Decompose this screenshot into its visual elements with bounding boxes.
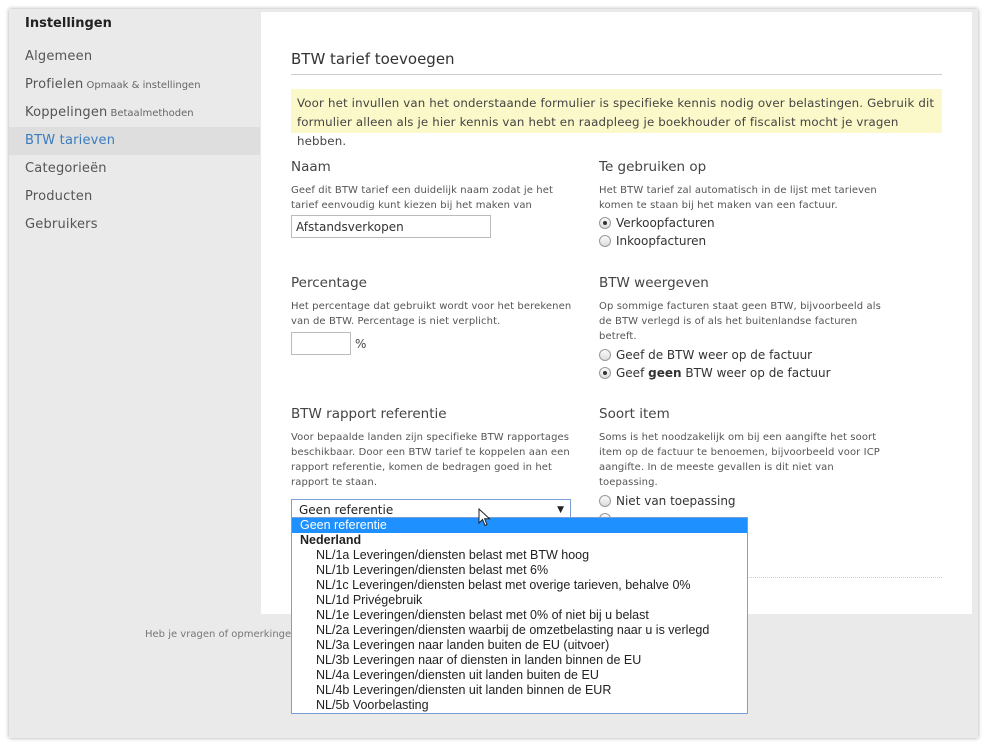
select-value: Geen referentie bbox=[299, 503, 394, 517]
page-title: BTW tarief toevoegen bbox=[291, 50, 455, 68]
rapport-dropdown-list bbox=[291, 517, 748, 714]
sidebar-item-label: Categorieën bbox=[25, 161, 107, 176]
sidebar-item-sublabel: Betaalmethoden bbox=[110, 108, 194, 119]
percentage-help: Het percentage dat gebruikt wordt voor het berekenen van de BTW. Percentage is niet verplicht. bbox=[291, 301, 572, 327]
chevron-down-icon: ▼ bbox=[557, 505, 564, 515]
sidebar-item-algemeen[interactable] bbox=[9, 43, 260, 71]
naam-input[interactable] bbox=[291, 215, 491, 238]
dropdown-option[interactable]: NL/4b Leveringen/diensten uit landen binnen de EUR bbox=[316, 683, 612, 697]
radio-label: Verkoopfacturen bbox=[616, 216, 715, 230]
sidebar-item-gebruikers[interactable] bbox=[9, 211, 260, 239]
dropdown-option[interactable]: NL/1c Leveringen/diensten belast met overige tarieven, behalve 0% bbox=[316, 578, 691, 592]
radio-label: Inkoopfacturen bbox=[616, 234, 707, 248]
radio-geen-btw-weergeven[interactable] bbox=[599, 365, 831, 381]
dropdown-option[interactable]: NL/4a Leveringen/diensten uit landen buiten de EU bbox=[316, 668, 599, 682]
sidebar-item-koppelingen[interactable] bbox=[9, 99, 260, 127]
dropdown-option[interactable]: NL/1e Leveringen/diensten belast met 0% of niet bij u belast bbox=[316, 608, 649, 622]
gebruiken-label: Te gebruiken op bbox=[599, 159, 707, 175]
radio-label-pre: Geef bbox=[616, 366, 649, 380]
radio-button-checked[interactable] bbox=[599, 217, 611, 229]
rapport-label: BTW rapport referentie bbox=[291, 406, 447, 422]
notice-box: Voor het invullen van het onderstaande formulier is specifieke kennis nodig over belastingen. Gebruik dit formulier alleen als je hier kennis van hebt en raadpleeg je boekhouder of fiscalist mocht je vragen hebben. bbox=[291, 89, 942, 133]
sidebar-item-label: BTW tarieven bbox=[25, 133, 116, 148]
radio-niet-van-toepassing[interactable] bbox=[599, 493, 736, 509]
dropdown-option[interactable]: NL/1d Privégebruik bbox=[316, 593, 423, 607]
sidebar-item-label: Algemeen bbox=[25, 49, 93, 64]
sidebar-item-label: Producten bbox=[25, 189, 93, 204]
sidebar-item-producten[interactable] bbox=[9, 183, 260, 211]
soort-label: Soort item bbox=[599, 406, 670, 422]
sidebar-item-sublabel: Opmaak & instellingen bbox=[86, 80, 201, 91]
radio-verkoopfacturen[interactable] bbox=[599, 215, 715, 231]
dropdown-option[interactable]: NL/5b Voorbelasting bbox=[316, 698, 429, 712]
dropdown-option[interactable]: NL/3b Leveringen naar of diensten in landen binnen de EU bbox=[316, 653, 642, 667]
weergeven-label: BTW weergeven bbox=[599, 275, 709, 291]
radio-inkoopfacturen[interactable] bbox=[599, 233, 706, 249]
footer-text: Heb je vragen of opmerkinge bbox=[145, 629, 292, 640]
dropdown-option-selected[interactable]: Geen referentie bbox=[292, 518, 747, 533]
rapport-help: Voor bepaalde landen zijn specifieke BTW rapportages beschikbaar. Door een BTW tarief te koppelen aan een rapport referentie, komen de bedragen goed in het rapport te staan. bbox=[291, 432, 570, 488]
percentage-input[interactable] bbox=[291, 332, 351, 355]
naam-help: Geef dit BTW tarief een duidelijk naam zodat je het tarief eenvoudig kunt kiezen bij het maken van bbox=[291, 185, 553, 211]
sidebar-item-categorieen[interactable] bbox=[9, 155, 260, 183]
radio-label-post: BTW weer op de factuur bbox=[681, 366, 831, 380]
dropdown-option[interactable]: NL/2a Leveringen/diensten waarbij de omzetbelasting naar u is verlegd bbox=[316, 623, 710, 637]
sidebar-item-label: Profielen bbox=[25, 77, 84, 92]
radio-button[interactable] bbox=[599, 349, 611, 361]
sidebar-item-profielen[interactable] bbox=[9, 71, 260, 99]
radio-button[interactable] bbox=[599, 235, 611, 247]
sidebar-item-btw-tarieven[interactable] bbox=[9, 127, 260, 155]
dropdown-group-label: Nederland bbox=[300, 533, 362, 547]
radio-label: Niet van toepassing bbox=[616, 494, 736, 508]
dropdown-option[interactable]: NL/3a Leveringen naar landen buiten de EU (uitvoer) bbox=[316, 638, 610, 652]
sidebar-item-label: Gebruikers bbox=[25, 217, 98, 232]
sidebar-title: Instellingen bbox=[25, 16, 112, 31]
radio-button-checked[interactable] bbox=[599, 367, 611, 379]
radio-btw-weergeven[interactable] bbox=[599, 347, 812, 363]
weergeven-help: Op sommige facturen staat geen BTW, bijvoorbeeld als de BTW verlegd is of als het buitenlandse facturen betreft. bbox=[599, 301, 881, 342]
sidebar-item-label: Koppelingen bbox=[25, 105, 108, 120]
percentage-label: Percentage bbox=[291, 275, 367, 291]
percentage-unit: % bbox=[355, 337, 367, 351]
soort-help: Soms is het noodzakelijk om bij een aangifte het soort item op de factuur te benoemen, bijvoorbeeld voor ICP aangifte. In de meeste gevallen is dit niet van toepassing. bbox=[599, 432, 880, 488]
mouse-cursor-icon bbox=[478, 508, 492, 528]
radio-label-bold: geen bbox=[648, 366, 682, 380]
dropdown-option[interactable]: NL/1a Leveringen/diensten belast met BTW hoog bbox=[316, 548, 590, 562]
divider bbox=[291, 74, 942, 75]
naam-label: Naam bbox=[291, 159, 331, 175]
radio-label: Geef de BTW weer op de factuur bbox=[616, 348, 813, 362]
radio-button[interactable] bbox=[599, 495, 611, 507]
dropdown-option[interactable]: NL/1b Leveringen/diensten belast met 6% bbox=[316, 563, 549, 577]
gebruiken-help: Het BTW tarief zal automatisch in de lijst met tarieven komen te staan bij het maken van een factuur. bbox=[599, 185, 877, 211]
